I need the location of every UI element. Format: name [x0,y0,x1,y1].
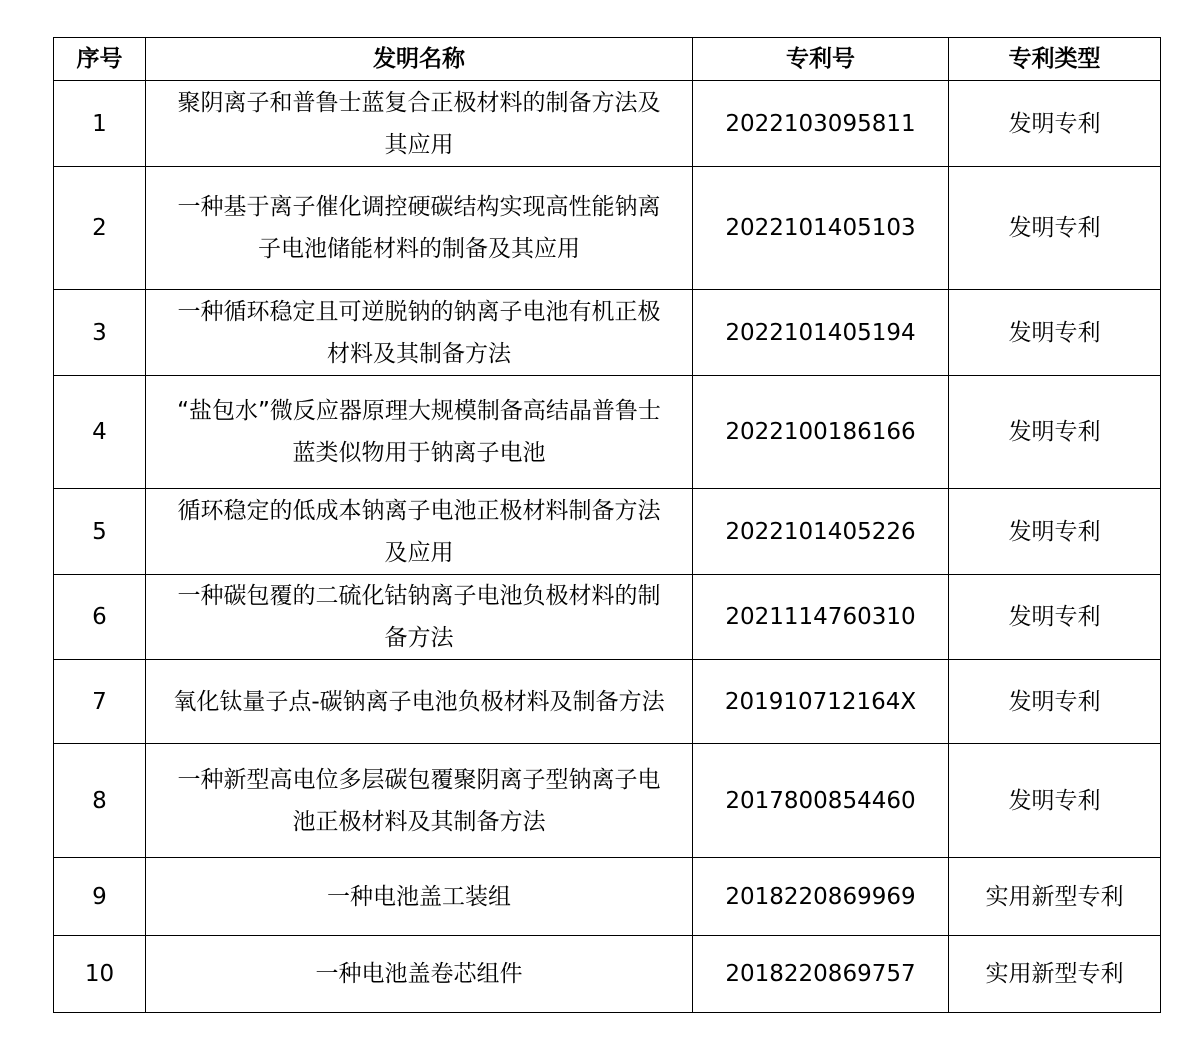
cell-type: 发明专利 [949,376,1161,489]
cell-index: 8 [54,744,146,858]
patent-table [53,37,1161,1013]
name-line: 循环稳定的低成本钠离子电池正极材料制备方法 [177,497,661,524]
name-line: 及应用 [384,539,454,566]
name-line: 一种电池盖卷芯组件 [315,961,523,987]
cell-name [146,575,693,660]
cell-number: 2022103095811 [693,81,949,167]
cell-type: 发明专利 [949,744,1161,858]
cell-name [146,167,693,290]
name-line: 一种电池盖工装组 [327,883,511,910]
cell-type: 发明专利 [949,489,1161,575]
cell-number: 2021114760310 [693,575,949,660]
cell-index: 5 [54,489,146,575]
name-line: 材料及其制备方法 [327,340,511,367]
name-line: “盐包水”微反应器原理大规模制备高结晶普鲁士 [177,398,661,424]
name-line: 其应用 [384,131,454,158]
table-row [54,936,1161,1013]
table-row [54,167,1161,290]
table-row [54,489,1161,575]
table-row [54,744,1161,858]
cell-number: 2017800854460 [693,744,949,858]
cell-number: 2018220869969 [693,858,949,936]
header-number: 专利号 [693,38,949,81]
table-row [54,575,1161,660]
table-row [54,376,1161,489]
cell-type: 发明专利 [949,290,1161,376]
cell-type: 发明专利 [949,660,1161,744]
table-row [54,290,1161,376]
cell-type: 发明专利 [949,167,1161,290]
cell-type: 实用新型专利 [949,936,1161,1013]
header-type: 专利类型 [949,38,1161,81]
cell-number: 2022100186166 [693,376,949,489]
header-name: 发明名称 [146,38,693,81]
name-line: 氧化钛量子点-碳钠离子电池负极材料及制备方法 [173,688,665,715]
cell-number: 2022101405226 [693,489,949,575]
cell-index: 6 [54,575,146,660]
header-index: 序号 [54,38,146,81]
cell-name [146,376,693,489]
cell-type: 发明专利 [949,575,1161,660]
cell-name [146,81,693,167]
table-header-row [54,38,1161,81]
cell-number: 2018220869757 [693,936,949,1013]
cell-index: 2 [54,167,146,290]
cell-name [146,489,693,575]
name-line: 聚阴离子和普鲁士蓝复合正极材料的制备方法及 [177,89,661,116]
cell-name [146,744,693,858]
name-line: 一种循环稳定且可逆脱钠的钠离子电池有机正极 [177,298,661,325]
cell-name [146,660,693,744]
table-row [54,660,1161,744]
cell-number: 2022101405103 [693,167,949,290]
cell-name [146,858,693,936]
table-row [54,858,1161,936]
cell-index: 7 [54,660,146,744]
cell-number: 201910712164X [693,660,949,744]
name-line: 蓝类似物用于钠离子电池 [292,440,546,466]
name-line: 一种新型高电位多层碳包覆聚阴离子型钠离子电 [177,766,661,793]
name-line: 子电池储能材料的制备及其应用 [258,236,580,262]
cell-type: 实用新型专利 [949,858,1161,936]
name-line: 一种基于离子催化调控硬碳结构实现高性能钠离 [177,194,661,220]
cell-index: 9 [54,858,146,936]
cell-name [146,936,693,1013]
cell-number: 2022101405194 [693,290,949,376]
cell-name [146,290,693,376]
cell-index: 10 [54,936,146,1013]
cell-index: 4 [54,376,146,489]
name-line: 备方法 [384,625,454,651]
name-line: 池正极材料及其制备方法 [292,808,546,835]
table-row [54,81,1161,167]
cell-type: 发明专利 [949,81,1161,167]
cell-index: 1 [54,81,146,167]
name-line: 一种碳包覆的二硫化钴钠离子电池负极材料的制 [177,583,661,609]
cell-index: 3 [54,290,146,376]
